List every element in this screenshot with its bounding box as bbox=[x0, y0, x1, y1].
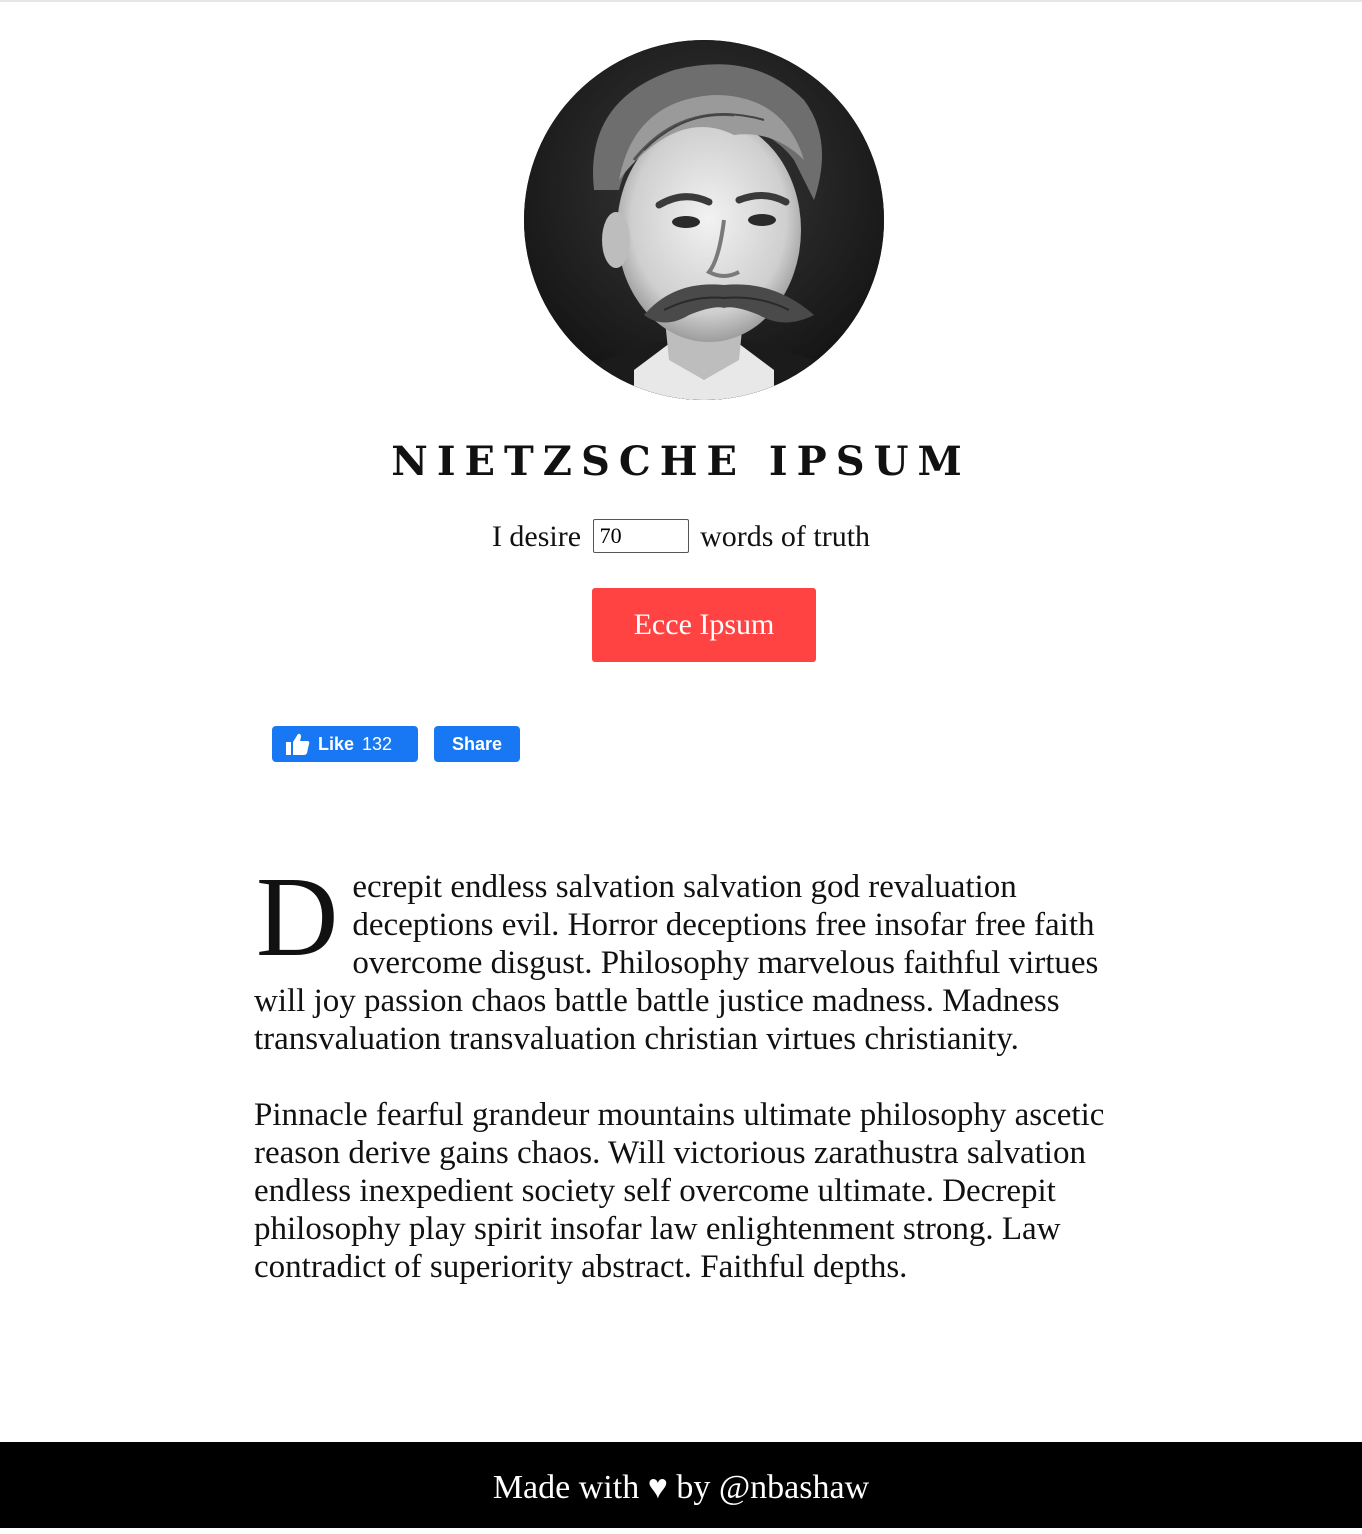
like-count: 132 bbox=[362, 733, 393, 754]
generate-button[interactable]: Ecce Ipsum bbox=[592, 588, 816, 662]
author-portrait bbox=[524, 40, 884, 400]
facebook-like-button[interactable] bbox=[272, 726, 418, 762]
facebook-share-button[interactable]: Share bbox=[434, 726, 520, 762]
drop-cap: D bbox=[256, 853, 339, 980]
generated-text bbox=[254, 853, 1148, 1324]
paragraph-text: ecrepit endless salvation salvation god revaluation deceptions evil. Horror deceptions free insofar free faith overcome disgust. Philosophy marvelous faithful virtues will joy passion chaos battle battle justice madness. Madness transvaluation transvaluation christian virtues christianity. bbox=[254, 869, 1099, 1057]
like-label: Like bbox=[318, 733, 355, 754]
paragraph-text: Pinnacle fearful grandeur mountains ultimate philosophy ascetic reason derive gains chaos. Will victorious zarathustra salvation endless inexpedient society self overcome ultimate. Decrepit philosophy play spirit insofar law enlightenment strong. Law contradict of superiority abstract. Faithful depths. bbox=[254, 1097, 1105, 1285]
page-title: NIETZSCHE IPSUM bbox=[391, 438, 971, 485]
thumbs-up-icon bbox=[286, 733, 310, 755]
footer bbox=[0, 1442, 1362, 1528]
word-count-form bbox=[0, 516, 1362, 558]
desire-prefix: I desire bbox=[491, 520, 582, 553]
desire-suffix: words of truth bbox=[700, 520, 871, 553]
word-count-input[interactable] bbox=[593, 519, 689, 553]
paragraph bbox=[254, 1096, 1148, 1286]
paragraph bbox=[254, 853, 1148, 1058]
footer-credit: Made with ♥ by @nbashaw bbox=[492, 1469, 870, 1506]
portrait-illustration bbox=[524, 40, 884, 400]
